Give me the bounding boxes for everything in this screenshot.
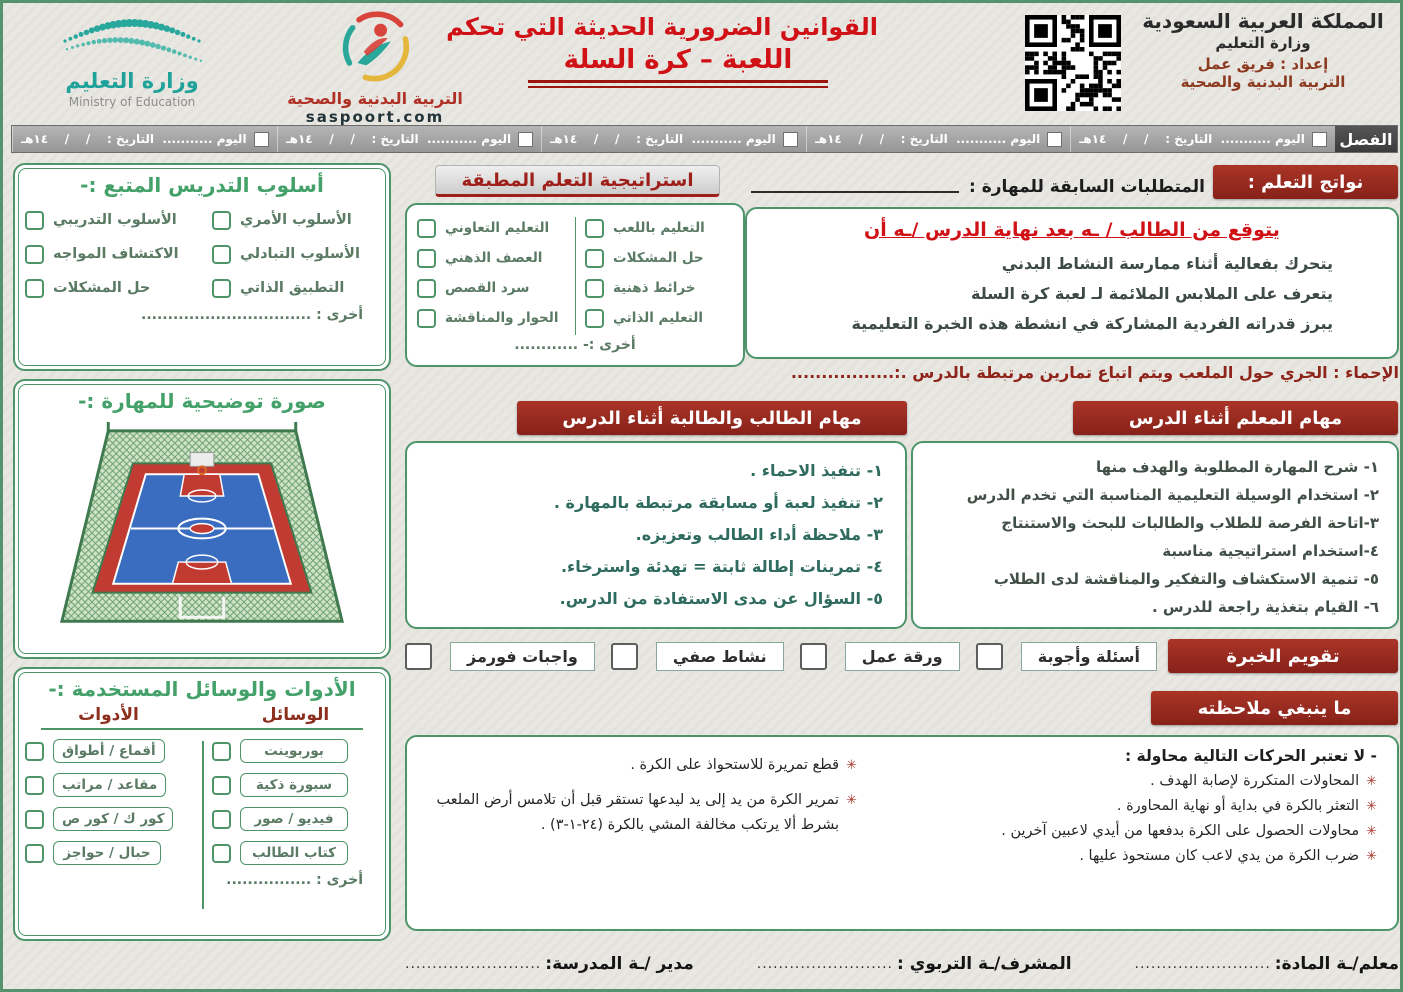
saudi-emblem-block <box>1127 9 1399 91</box>
style-checkbox[interactable] <box>25 211 44 230</box>
evaluation-checkbox[interactable] <box>405 643 432 670</box>
prerequisites-row <box>745 167 1205 199</box>
style-label: الأسلوب التبادلي <box>240 246 360 262</box>
star-bullet-icon: ✳ <box>1366 824 1377 839</box>
tools-other: أخرى : ................ <box>226 872 363 888</box>
prerequisites-label: المتطلبات السابقة للمهارة : <box>969 177 1205 197</box>
strategy-other: أخرى :- ............ <box>514 337 636 353</box>
federation-name: التربية البدنية والصحية <box>287 89 463 108</box>
style-label: التطبيق الذاتي <box>240 280 345 296</box>
semester-segments <box>12 126 1335 152</box>
equipment-checkbox[interactable] <box>25 810 44 829</box>
expectation-item: يبرز قدراته الفردية المشاركة في انشطة هذه الخبرة التعليمية <box>851 314 1333 333</box>
style-checkbox[interactable] <box>212 279 231 298</box>
date-segment <box>1070 126 1335 152</box>
star-bullet-icon: ✳ <box>1366 799 1377 814</box>
style-item <box>15 203 202 237</box>
date-segment <box>806 126 1071 152</box>
strategy-label: سرد القصص <box>445 280 530 296</box>
style-checkbox[interactable] <box>25 279 44 298</box>
media-column-header: الوسائل <box>261 705 330 725</box>
note-text: ضرب الكرة من يدي لاعب كان مستحوذ عليها . <box>1079 848 1360 864</box>
evaluation-header: تقويم الخبرة <box>1168 639 1398 673</box>
prepared-by: إعداد : فريق عمل <box>1197 55 1329 73</box>
skill-picture-title: صورة توضيحية للمهارة :- <box>78 389 326 413</box>
style-label: الأسلوب الأمري <box>240 212 352 228</box>
supervisor-signature-blank: ......................... <box>756 956 894 972</box>
student-task: ٥- السؤال عن مدى الاستفادة من الدرس. <box>559 589 883 608</box>
principal-signature-blank: ......................... <box>405 956 542 972</box>
evaluation-option <box>405 642 595 671</box>
day-checkbox[interactable] <box>783 132 798 147</box>
strategy-checkbox[interactable] <box>417 219 436 238</box>
ministry-of-education-logo <box>17 13 247 117</box>
equipment-label: مقاعد / مراتب <box>53 773 166 797</box>
evaluation-checkbox[interactable] <box>976 643 1003 670</box>
strategy-item <box>407 213 575 243</box>
tools-column-headers <box>15 705 389 725</box>
note-text: المحاولات المتكررة لإصابة الهدف . <box>1150 773 1360 789</box>
notes-box <box>405 735 1399 931</box>
strategy-item <box>575 273 743 303</box>
equipment-item <box>15 836 202 870</box>
student-task: ٢- تنفيذ لعبة أو مسابقة مرتبطة بالمهارة . <box>553 493 883 512</box>
learning-outcomes-header: نواتج التعلم : <box>1213 165 1398 199</box>
semester-label: الفصل <box>1335 126 1397 152</box>
media-item <box>202 836 389 870</box>
strategy-item <box>407 273 575 303</box>
media-label: سبورة ذكية <box>240 773 348 797</box>
tools-column-divider <box>202 741 204 909</box>
style-checkbox[interactable] <box>25 245 44 264</box>
strategy-label: التعليم التعاوني <box>445 220 550 236</box>
style-item <box>202 237 389 271</box>
evaluation-option-label: أسئلة وأجوبة <box>1021 642 1157 671</box>
strategy-label: الحوار والمناقشة <box>445 310 559 326</box>
notes-list-header: - لا تعتبر الحركات التالية محاولة : <box>1124 747 1377 765</box>
strategy-checkbox[interactable] <box>585 249 604 268</box>
teacher-tasks-header: مهام المعلم أثناء الدرس <box>1073 401 1398 435</box>
style-item <box>202 203 389 237</box>
equipment-label: كور ك / كور ص <box>53 807 173 831</box>
day-checkbox[interactable] <box>1312 132 1327 147</box>
style-label: الاكتشاف المواجه <box>53 246 179 262</box>
style-item <box>15 271 202 305</box>
ministry-name-en: Ministry of Education <box>68 95 196 109</box>
style-item <box>15 237 202 271</box>
evaluation-option-label: واجبات فورمز <box>450 642 595 671</box>
day-date-text: اليوم ........... التاريخ : / / ١٤هـ <box>285 132 512 146</box>
strategy-item <box>575 213 743 243</box>
evaluation-option <box>611 642 784 671</box>
note-item <box>883 819 1377 844</box>
document-title <box>446 13 878 88</box>
date-segment <box>277 126 542 152</box>
media-label: بوربوينت <box>240 739 348 763</box>
teacher-task: ٥- تنمية الاستكشاف والتفكير والمناقشة لدى الطلاب <box>993 570 1379 588</box>
principal-signature-label: مدير /ـة المدرسة: <box>545 954 694 974</box>
strategy-label: حل المشكلات <box>613 250 704 266</box>
note-item <box>883 844 1377 869</box>
student-task: ١- تنفيذ الاحماء . <box>750 461 883 480</box>
strategy-checkbox[interactable] <box>585 279 604 298</box>
media-checkbox[interactable] <box>212 844 231 863</box>
star-bullet-icon: ✳ <box>1366 849 1377 864</box>
emblem-ministry: وزارة التعليم <box>1215 34 1311 52</box>
title-line2: اللعبة – كرة السلة <box>563 45 793 75</box>
student-task: ٣- ملاحظة أداء الطالب وتعزيزه. <box>635 525 883 544</box>
style-checkbox[interactable] <box>212 211 231 230</box>
equipment-item <box>15 802 202 836</box>
media-label: كتاب الطالب <box>240 841 348 865</box>
day-checkbox[interactable] <box>1047 132 1062 147</box>
strategy-checkbox[interactable] <box>417 279 436 298</box>
strategy-checkbox[interactable] <box>417 249 436 268</box>
teacher-task: ٢- استخدام الوسيلة التعليمية المناسبة التي تخدم الدرس <box>966 486 1379 504</box>
media-item <box>202 734 389 768</box>
notes-left-column <box>427 747 883 919</box>
star-bullet-icon: ✳ <box>846 793 857 808</box>
equipment-item <box>15 734 202 768</box>
expectation-item: يتعرف على الملابس الملائمة لـ لعبة كرة السلة <box>970 284 1333 303</box>
evaluation-option <box>800 642 960 671</box>
strategy-label: التعليم الذاتي <box>613 310 703 326</box>
semester-strip <box>11 125 1398 153</box>
teacher-task: ٣-اتاحة الفرصة للطلاب والطالبات للبحث والاستنتاج <box>1001 514 1379 532</box>
note-item <box>883 769 1377 794</box>
evaluation-option <box>976 642 1157 671</box>
supervisor-signature-label: المشرف/ـة التربوي : <box>897 954 1072 974</box>
strategy-checkbox[interactable] <box>585 219 604 238</box>
star-bullet-icon: ✳ <box>1366 774 1377 789</box>
strategy-item <box>407 303 575 333</box>
evaluation-checkbox[interactable] <box>800 643 827 670</box>
warmup-line: الإحماء : الجري حول الملعب ويتم اتباع تمارين مرتبطة بالدرس .:................. <box>790 363 1399 382</box>
star-bullet-icon: ✳ <box>846 758 857 773</box>
equipment-label: أقماع / أطواق <box>53 739 165 763</box>
media-checkbox[interactable] <box>212 742 231 761</box>
ministry-name-ar: وزارة التعليم <box>65 69 199 93</box>
evaluation-options <box>405 640 1157 672</box>
teacher-task: ٤-استخدام استراتيجية مناسبة <box>1162 542 1379 560</box>
principal-signature <box>405 954 694 974</box>
equipment-column-header: الأدوات <box>78 705 139 725</box>
note-text: قطع تمريرة للاستحواذ على الكرة . <box>630 757 840 773</box>
day-checkbox[interactable] <box>518 132 533 147</box>
expectations-box <box>745 207 1399 359</box>
strategy-label: العصف الذهني <box>445 250 543 266</box>
date-segment <box>541 126 806 152</box>
teacher-signature-label: معلم/ـة المادة: <box>1274 954 1399 974</box>
day-date-text: اليوم ........... التاريخ : / / ١٤هـ <box>550 132 776 146</box>
media-item <box>202 768 389 802</box>
day-checkbox[interactable] <box>254 132 269 147</box>
title-line1: القوانين الضرورية الحديثة التي تحكم <box>446 13 878 41</box>
day-date-text: اليوم ........... التاريخ : / / ١٤هـ <box>21 132 247 146</box>
style-other: أخرى : ................................ <box>141 307 363 323</box>
note-item <box>433 788 857 838</box>
student-tasks-header: مهام الطالب والطالبة أثناء الدرس <box>517 401 907 435</box>
qr-code <box>1025 15 1121 111</box>
style-item <box>202 271 389 305</box>
note-item <box>433 753 857 778</box>
tools-box <box>13 667 391 941</box>
date-segment <box>12 126 277 152</box>
student-task: ٤- تمرينات إطالة ثابتة = تهدئة واسترخاء. <box>560 557 883 576</box>
teaching-style-items <box>15 203 389 305</box>
note-text: تمرير الكرة من يد إلى يد ليدعها تستقر قبل أن تلامس أرض الملعب بشرط ألا يرتكب مخالفة المشي بالكرة (٢٤-١-٣) . <box>436 792 840 833</box>
equipment-item <box>15 768 202 802</box>
strategy-label: خرائط ذهنية <box>613 280 696 296</box>
day-date-text: اليوم ........... التاريخ : / / ١٤هـ <box>1079 132 1305 146</box>
skill-picture-box <box>13 379 391 659</box>
kingdom-name: المملكة العربية السعودية <box>1142 9 1384 33</box>
evaluation-checkbox[interactable] <box>611 643 638 670</box>
teaching-style-box <box>13 163 391 371</box>
strategy-column-divider <box>575 217 576 335</box>
note-item <box>883 794 1377 819</box>
strategy-checkbox[interactable] <box>417 309 436 328</box>
teacher-task: ١- شرح المهارة المطلوبة والهدف منها <box>1096 458 1379 476</box>
teacher-tasks-box <box>911 441 1399 629</box>
style-label: الأسلوب التدريبي <box>53 212 177 228</box>
media-checkbox[interactable] <box>212 810 231 829</box>
title-underline <box>528 80 828 88</box>
emblem-department: التربية البدنية والصحية <box>1180 73 1346 91</box>
teacher-signature <box>1135 954 1399 974</box>
equipment-checkbox[interactable] <box>25 742 44 761</box>
strategy-item <box>575 303 743 333</box>
media-label: فيديو / صور <box>240 807 348 831</box>
media-item <box>202 802 389 836</box>
strategy-box <box>405 203 745 367</box>
note-text: محاولات الحصول على الكرة بدفعها من أيدي لاعبين آخرين . <box>1001 823 1360 839</box>
federation-logo-icon <box>335 7 415 87</box>
day-date-text: اليوم ........... التاريخ : / / ١٤هـ <box>814 132 1041 146</box>
tools-header-rule <box>41 728 363 730</box>
basketball-court-illustration <box>52 419 352 641</box>
expectations-title: يتوقع من الطالب / ـه بعد نهاية الدرس /ـه أن <box>864 219 1280 241</box>
evaluation-option-label: نشاط صفي <box>656 642 784 671</box>
teacher-task: ٦- القيام بتغذية راجعة للدرس . <box>1151 598 1379 616</box>
strategy-checkbox[interactable] <box>585 309 604 328</box>
strategy-header: استراتيجية التعلم المطبقة <box>435 165 720 197</box>
equipment-checkbox[interactable] <box>25 776 44 795</box>
ministry-dots-icon <box>52 13 212 65</box>
supervisor-signature <box>757 954 1072 974</box>
notes-header-bar: ما ينبغي ملاحظته <box>1151 691 1398 725</box>
prerequisites-blank-line <box>751 191 959 193</box>
teaching-style-title: أسلوب التدريس المتبع :- <box>80 173 324 197</box>
student-tasks-box <box>405 441 907 629</box>
equipment-checkbox[interactable] <box>25 844 44 863</box>
style-checkbox[interactable] <box>212 245 231 264</box>
note-text: التعثر بالكرة في بداية أو نهاية المحاورة . <box>1116 798 1360 814</box>
signatures-row <box>405 947 1399 981</box>
strategy-item <box>575 243 743 273</box>
tools-title: الأدوات والوسائل المستخدمة :- <box>48 677 356 701</box>
strategy-item <box>407 243 575 273</box>
notes-right-column <box>883 747 1377 919</box>
style-label: حل المشكلات <box>53 280 151 296</box>
teacher-signature-blank: ......................... <box>1134 956 1271 972</box>
media-checkbox[interactable] <box>212 776 231 795</box>
equipment-label: حبال / حواجز <box>53 841 161 865</box>
strategy-label: التعليم باللعب <box>613 220 705 236</box>
expectation-item: يتحرك بفعالية أثناء ممارسة النشاط البدني <box>1001 254 1333 273</box>
federation-site: saspoort.com <box>305 108 445 126</box>
evaluation-option-label: ورقة عمل <box>845 642 960 671</box>
